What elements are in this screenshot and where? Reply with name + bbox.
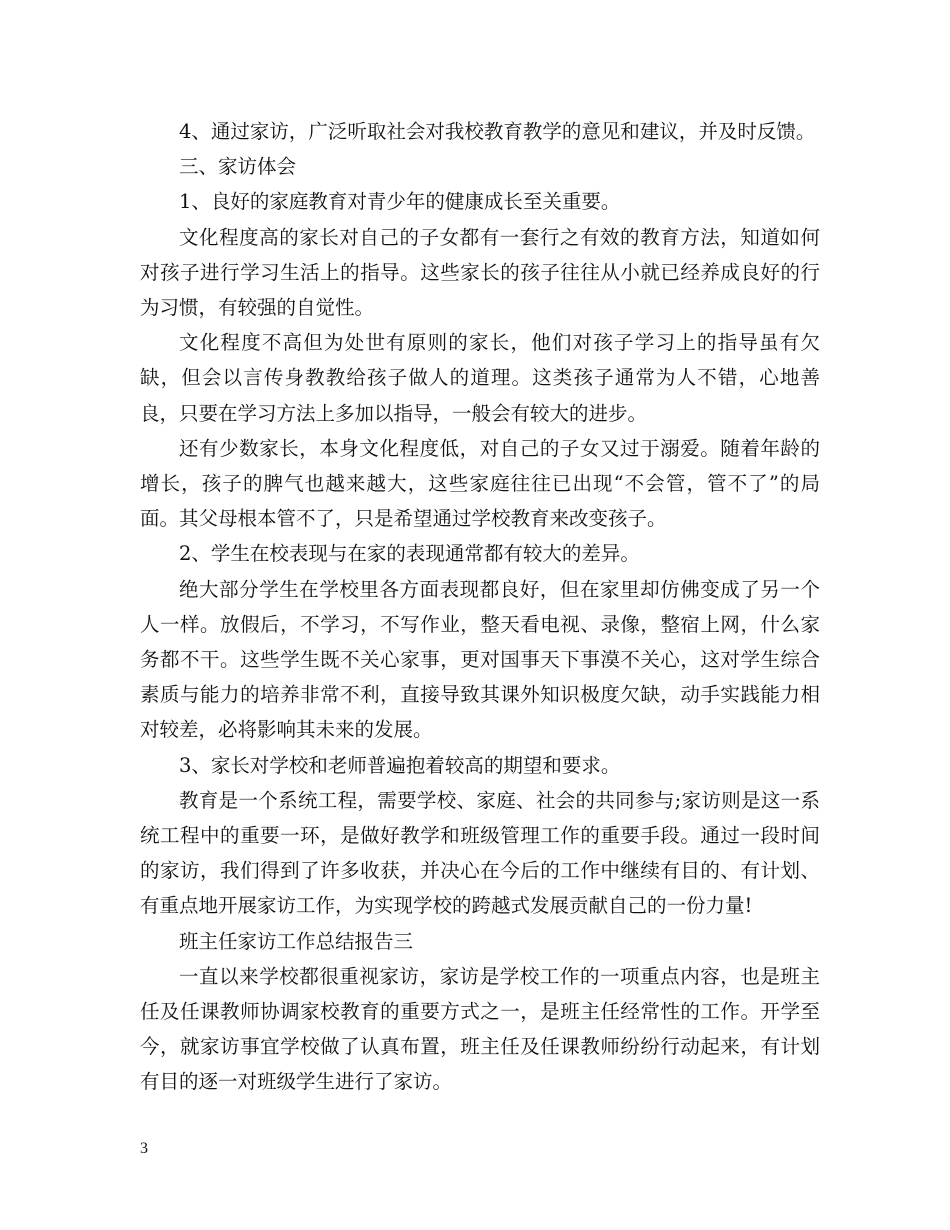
paragraph: 文化程度高的家长对自己的子女都有一套行之有效的教育方法，知道如何对孩子进行学习生活上的指导。这些家长的孩子往往从小就已经养成良好的行为习惯，有较强的自觉性。 [140,225,820,320]
document-body [140,114,820,1100]
section-heading: 三、家访体会 [179,155,297,179]
subheading: 3、家长对学校和老师普遍抱着较高的期望和要求。 [179,753,621,777]
subheading: 2、学生在校表现与在家的表现通常都有较大的差异。 [179,542,640,566]
paragraph: 4、通过家访，广泛听取社会对我校教育教学的意见和建议，并及时反馈。 [179,120,816,143]
paragraph: 还有少数家长，本身文化程度低，对自己的子女又过于溺爱。随着年龄的增长，孩子的脾气也越来越大，这些家庭往往已出现“不会管，管不了”的局面。其父母根本管不了，只是希望通过学校教育来改变孩子。 [140,436,820,531]
subheading: 1、良好的家庭教育对青少年的健康成长至关重要。 [179,190,621,214]
paragraph: 一直以来学校都很重视家访，家访是学校工作的一项重点内容，也是班主任及任课教师协调家校教育的重要方式之一，是班主任经常性的工作。开学至今，就家访事宜学校做了认真布置，班主任及任课教师纷纷行动起来，有计划有目的逐一对班级学生进行了家访。 [140,964,820,1094]
paragraph: 绝大部分学生在学校里各方面表现都良好，但在家里却仿佛变成了另一个人一样。放假后，不学习，不写作业，整天看电视、录像，整宿上网，什么家务都不干。这些学生既不关心家事，更对国事天下事漠不关心，这对学生综合素质与能力的培养非常不利，直接导致其课外知识极度欠缺，动手实践能力相对较差，必将影响其未来的发展。 [140,577,820,742]
page-number: 3 [140,1140,148,1157]
paragraph: 文化程度不高但为处世有原则的家长，他们对孩子学习上的指导虽有欠缺，但会以言传身教教给孩子做人的道理。这类孩子通常为人不错，心地善良，只要在学习方法上多加以指导，一般会有较大的进步。 [140,331,820,425]
paragraph: 教育是一个系统工程，需要学校、家庭、社会的共同参与;家访则是这一系统工程中的重要一环，是做好教学和班级管理工作的重要手段。通过一段时间的家访，我们得到了许多收获，并决心在今后的工作中继续有目的、有计划、有重点地开展家访工作，为实现学校的跨越式发展贡献自己的一份力量! [140,788,820,918]
report-title: 班主任家访工作总结报告三 [179,929,414,953]
